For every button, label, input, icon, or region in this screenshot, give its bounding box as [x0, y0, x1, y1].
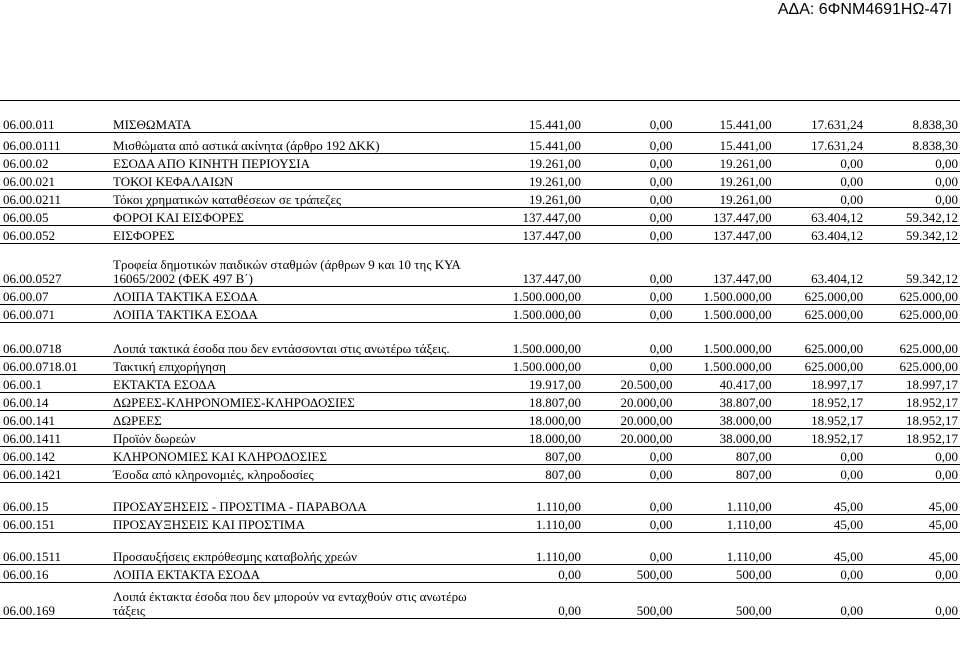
row-value-5: 45,00	[865, 514, 960, 532]
row-description: ΠΡΟΣΑΥΞΗΣΕΙΣ - ΠΡΟΣΤΙΜΑ - ΠΑΡΑΒΟΛΑ	[110, 482, 489, 514]
row-value-4: 17.631,24	[774, 132, 866, 153]
row-value-4: 18.952,17	[774, 410, 866, 428]
table-row	[0, 482, 960, 514]
row-code: 06.00.141	[0, 410, 110, 428]
row-value-5: 0,00	[865, 171, 960, 189]
row-value-5: 8.838,30	[865, 101, 960, 132]
table-row	[0, 356, 960, 374]
row-value-5: 0,00	[865, 153, 960, 171]
row-description: ΜΙΣΘΩΜΑΤΑ	[110, 101, 489, 132]
row-value-5: 0,00	[865, 464, 960, 482]
row-value-4: 63.404,12	[774, 207, 866, 225]
row-value-2: 0,00	[583, 132, 675, 153]
row-value-5: 18.952,17	[865, 392, 960, 410]
row-description: Μισθώματα από αστικά ακίνητα (άρθρο 192 ΔΚΚ)	[110, 132, 489, 153]
row-value-3: 1.110,00	[674, 514, 773, 532]
row-value-1: 807,00	[489, 446, 583, 464]
row-value-1: 137.447,00	[489, 207, 583, 225]
row-code: 06.00.02	[0, 153, 110, 171]
row-code: 06.00.1	[0, 374, 110, 392]
row-value-2: 0,00	[583, 304, 675, 322]
row-value-2: 500,00	[583, 564, 675, 582]
row-value-3: 19.261,00	[674, 189, 773, 207]
row-value-1: 1.500.000,00	[489, 356, 583, 374]
row-value-1: 18.000,00	[489, 410, 583, 428]
row-value-3: 38.807,00	[674, 392, 773, 410]
row-code: 06.00.05	[0, 207, 110, 225]
row-value-2: 0,00	[583, 514, 675, 532]
row-value-3: 38.000,00	[674, 428, 773, 446]
row-value-1: 1.500.000,00	[489, 304, 583, 322]
row-value-5: 625.000,00	[865, 304, 960, 322]
row-value-5: 18.997,17	[865, 374, 960, 392]
row-value-1: 1.110,00	[489, 532, 583, 564]
row-code: 06.00.1411	[0, 428, 110, 446]
row-value-4: 625.000,00	[774, 286, 866, 304]
table-row	[0, 392, 960, 410]
row-description-text: Λοιπά τακτικά έσοδα που δεν εντάσσονται στις ανωτέρω τάξεις.	[113, 340, 450, 356]
table-row	[0, 532, 960, 564]
row-description	[110, 322, 489, 356]
row-value-4: 0,00	[774, 153, 866, 171]
row-code: 06.00.021	[0, 171, 110, 189]
row-value-5: 18.952,17	[865, 428, 960, 446]
row-code: 06.00.169	[0, 582, 110, 618]
row-value-3: 19.261,00	[674, 153, 773, 171]
row-value-3: 15.441,00	[674, 101, 773, 132]
table-row	[0, 225, 960, 243]
row-value-4: 18.952,17	[774, 392, 866, 410]
row-value-4: 45,00	[774, 532, 866, 564]
row-value-5: 59.342,12	[865, 225, 960, 243]
row-value-1: 1.500.000,00	[489, 286, 583, 304]
row-code: 06.00.151	[0, 514, 110, 532]
row-description: Προϊόν δωρεών	[110, 428, 489, 446]
row-code: 06.00.142	[0, 446, 110, 464]
table-row	[0, 171, 960, 189]
table-row	[0, 189, 960, 207]
row-value-2: 0,00	[583, 464, 675, 482]
row-value-2: 20.000,00	[583, 410, 675, 428]
row-description: ΚΛΗΡΟΝΟΜΙΕΣ ΚΑΙ ΚΛΗΡΟΔΟΣΙΕΣ	[110, 446, 489, 464]
budget-table-body	[0, 101, 960, 618]
table-row	[0, 243, 960, 286]
row-value-1: 15.441,00	[489, 101, 583, 132]
row-value-4: 625.000,00	[774, 322, 866, 356]
row-value-4: 17.631,24	[774, 101, 866, 132]
row-value-2: 0,00	[583, 322, 675, 356]
row-code: 06.00.1421	[0, 464, 110, 482]
row-value-3: 1.110,00	[674, 482, 773, 514]
table-row	[0, 101, 960, 132]
row-code: 06.00.0211	[0, 189, 110, 207]
row-description: Προσαυξήσεις εκπρόθεσμης καταβολής χρεών	[110, 532, 489, 564]
row-description: ΤΟΚΟΙ ΚΕΦΑΛΑΙΩΝ	[110, 171, 489, 189]
row-value-4: 45,00	[774, 514, 866, 532]
table-row	[0, 153, 960, 171]
row-value-2: 20.000,00	[583, 428, 675, 446]
row-value-5: 59.342,12	[865, 207, 960, 225]
row-description: ΛΟΙΠΑ ΤΑΚΤΙΚΑ ΕΣΟΔΑ	[110, 304, 489, 322]
row-value-3: 807,00	[674, 446, 773, 464]
row-value-1: 1.110,00	[489, 514, 583, 532]
row-value-1: 18.807,00	[489, 392, 583, 410]
row-value-5: 59.342,12	[865, 243, 960, 286]
row-value-4: 625.000,00	[774, 356, 866, 374]
row-value-4: 0,00	[774, 564, 866, 582]
row-value-3: 807,00	[674, 464, 773, 482]
row-value-5: 625.000,00	[865, 356, 960, 374]
row-value-1: 1.500.000,00	[489, 322, 583, 356]
table-row	[0, 374, 960, 392]
row-value-4: 18.952,17	[774, 428, 866, 446]
budget-table	[0, 101, 960, 619]
row-value-3: 500,00	[674, 564, 773, 582]
row-value-1: 137.447,00	[489, 243, 583, 286]
table-row	[0, 564, 960, 582]
row-value-4: 0,00	[774, 446, 866, 464]
row-description: ΔΩΡΕΕΣ-ΚΛΗΡΟΝΟΜΙΕΣ-ΚΛΗΡΟΔΟΣΙΕΣ	[110, 392, 489, 410]
row-value-3: 1.500.000,00	[674, 322, 773, 356]
row-value-4: 45,00	[774, 482, 866, 514]
row-value-1: 0,00	[489, 564, 583, 582]
row-description: ΛΟΙΠΑ ΤΑΚΤΙΚΑ ΕΣΟΔΑ	[110, 286, 489, 304]
row-value-2: 0,00	[583, 446, 675, 464]
row-value-4: 625.000,00	[774, 304, 866, 322]
row-code: 06.00.0527	[0, 243, 110, 286]
row-value-1: 19.261,00	[489, 171, 583, 189]
row-value-2: 0,00	[583, 532, 675, 564]
row-description: ΛΟΙΠΑ ΕΚΤΑΚΤΑ ΕΣΟΔΑ	[110, 564, 489, 582]
row-value-5: 18.952,17	[865, 410, 960, 428]
table-row	[0, 322, 960, 356]
row-value-5: 0,00	[865, 582, 960, 618]
row-value-5: 625.000,00	[865, 322, 960, 356]
row-value-5: 0,00	[865, 189, 960, 207]
row-description	[110, 582, 489, 618]
row-value-3: 38.000,00	[674, 410, 773, 428]
row-value-1: 19.261,00	[489, 153, 583, 171]
row-value-2: 0,00	[583, 356, 675, 374]
row-code: 06.00.0111	[0, 132, 110, 153]
row-code: 06.00.0718	[0, 322, 110, 356]
row-value-2: 0,00	[583, 171, 675, 189]
row-description	[110, 243, 489, 286]
table-row	[0, 286, 960, 304]
row-value-1: 0,00	[489, 582, 583, 618]
row-value-4: 18.997,17	[774, 374, 866, 392]
row-description: ΕΣΟΔΑ ΑΠΟ ΚΙΝΗΤΗ ΠΕΡΙΟΥΣΙΑ	[110, 153, 489, 171]
row-value-1: 137.447,00	[489, 225, 583, 243]
table-row	[0, 464, 960, 482]
row-value-5: 0,00	[865, 446, 960, 464]
row-value-1: 807,00	[489, 464, 583, 482]
row-code: 06.00.1511	[0, 532, 110, 564]
table-row	[0, 582, 960, 618]
row-description-text: Λοιπά έκτακτα έσοδα που δεν μπορούν να ενταχθούν στις ανωτέρω τάξεις	[113, 588, 467, 618]
row-description: ΕΚΤΑΚΤΑ ΕΣΟΔΑ	[110, 374, 489, 392]
row-code: 06.00.052	[0, 225, 110, 243]
row-value-3: 137.447,00	[674, 243, 773, 286]
ada-watermark: ΑΔΑ: 6ΦΝΜ4691ΗΩ-47Ι	[777, 1, 952, 18]
row-value-2: 20.500,00	[583, 374, 675, 392]
row-value-5: 45,00	[865, 482, 960, 514]
row-value-4: 0,00	[774, 189, 866, 207]
table-row	[0, 410, 960, 428]
row-value-5: 625.000,00	[865, 286, 960, 304]
row-value-4: 0,00	[774, 464, 866, 482]
row-description: ΕΙΣΦΟΡΕΣ	[110, 225, 489, 243]
row-value-2: 500,00	[583, 582, 675, 618]
row-value-4: 63.404,12	[774, 243, 866, 286]
row-value-3: 1.110,00	[674, 532, 773, 564]
row-value-5: 0,00	[865, 564, 960, 582]
row-code: 06.00.07	[0, 286, 110, 304]
row-value-2: 0,00	[583, 225, 675, 243]
row-description: ΠΡΟΣΑΥΞΗΣΕΙΣ ΚΑΙ ΠΡΟΣΤΙΜΑ	[110, 514, 489, 532]
row-value-3: 500,00	[674, 582, 773, 618]
row-value-2: 20.000,00	[583, 392, 675, 410]
table-row	[0, 514, 960, 532]
row-value-1: 1.110,00	[489, 482, 583, 514]
table-row	[0, 304, 960, 322]
row-value-1: 19.261,00	[489, 189, 583, 207]
row-value-3: 1.500.000,00	[674, 286, 773, 304]
row-code: 06.00.15	[0, 482, 110, 514]
row-value-2: 0,00	[583, 101, 675, 132]
row-value-4: 63.404,12	[774, 225, 866, 243]
row-value-2: 0,00	[583, 207, 675, 225]
row-value-3: 137.447,00	[674, 207, 773, 225]
row-description: Έσοδα από κληρονομιές, κληροδοσίες	[110, 464, 489, 482]
row-value-4: 0,00	[774, 171, 866, 189]
row-value-2: 0,00	[583, 482, 675, 514]
row-code: 06.00.14	[0, 392, 110, 410]
row-value-1: 15.441,00	[489, 132, 583, 153]
table-row	[0, 132, 960, 153]
row-value-1: 19.917,00	[489, 374, 583, 392]
row-value-5: 8.838,30	[865, 132, 960, 153]
table-row	[0, 207, 960, 225]
row-value-4: 0,00	[774, 582, 866, 618]
row-value-3: 15.441,00	[674, 132, 773, 153]
row-value-3: 1.500.000,00	[674, 356, 773, 374]
row-value-3: 1.500.000,00	[674, 304, 773, 322]
row-value-1: 18.000,00	[489, 428, 583, 446]
row-code: 06.00.071	[0, 304, 110, 322]
table-row	[0, 446, 960, 464]
row-value-3: 19.261,00	[674, 171, 773, 189]
row-value-3: 40.417,00	[674, 374, 773, 392]
table-row	[0, 428, 960, 446]
row-description: ΦΟΡΟΙ ΚΑΙ ΕΙΣΦΟΡΕΣ	[110, 207, 489, 225]
row-value-2: 0,00	[583, 286, 675, 304]
row-code: 06.00.0718.01	[0, 356, 110, 374]
row-code: 06.00.16	[0, 564, 110, 582]
row-description: ΔΩΡΕΕΣ	[110, 410, 489, 428]
row-value-3: 137.447,00	[674, 225, 773, 243]
row-value-2: 0,00	[583, 243, 675, 286]
row-value-5: 45,00	[865, 532, 960, 564]
row-value-2: 0,00	[583, 153, 675, 171]
row-value-2: 0,00	[583, 189, 675, 207]
row-code: 06.00.011	[0, 101, 110, 132]
row-description: Τόκοι χρηματικών καταθέσεων σε τράπεζες	[110, 189, 489, 207]
row-description-text: Τροφεία δημοτικών παιδικών σταθμών (άρθρων 9 και 10 της ΚΥΑ 16065/2002 (ΦΕΚ 497 Β΄)	[113, 256, 461, 286]
row-description: Τακτική επιχορήγηση	[110, 356, 489, 374]
